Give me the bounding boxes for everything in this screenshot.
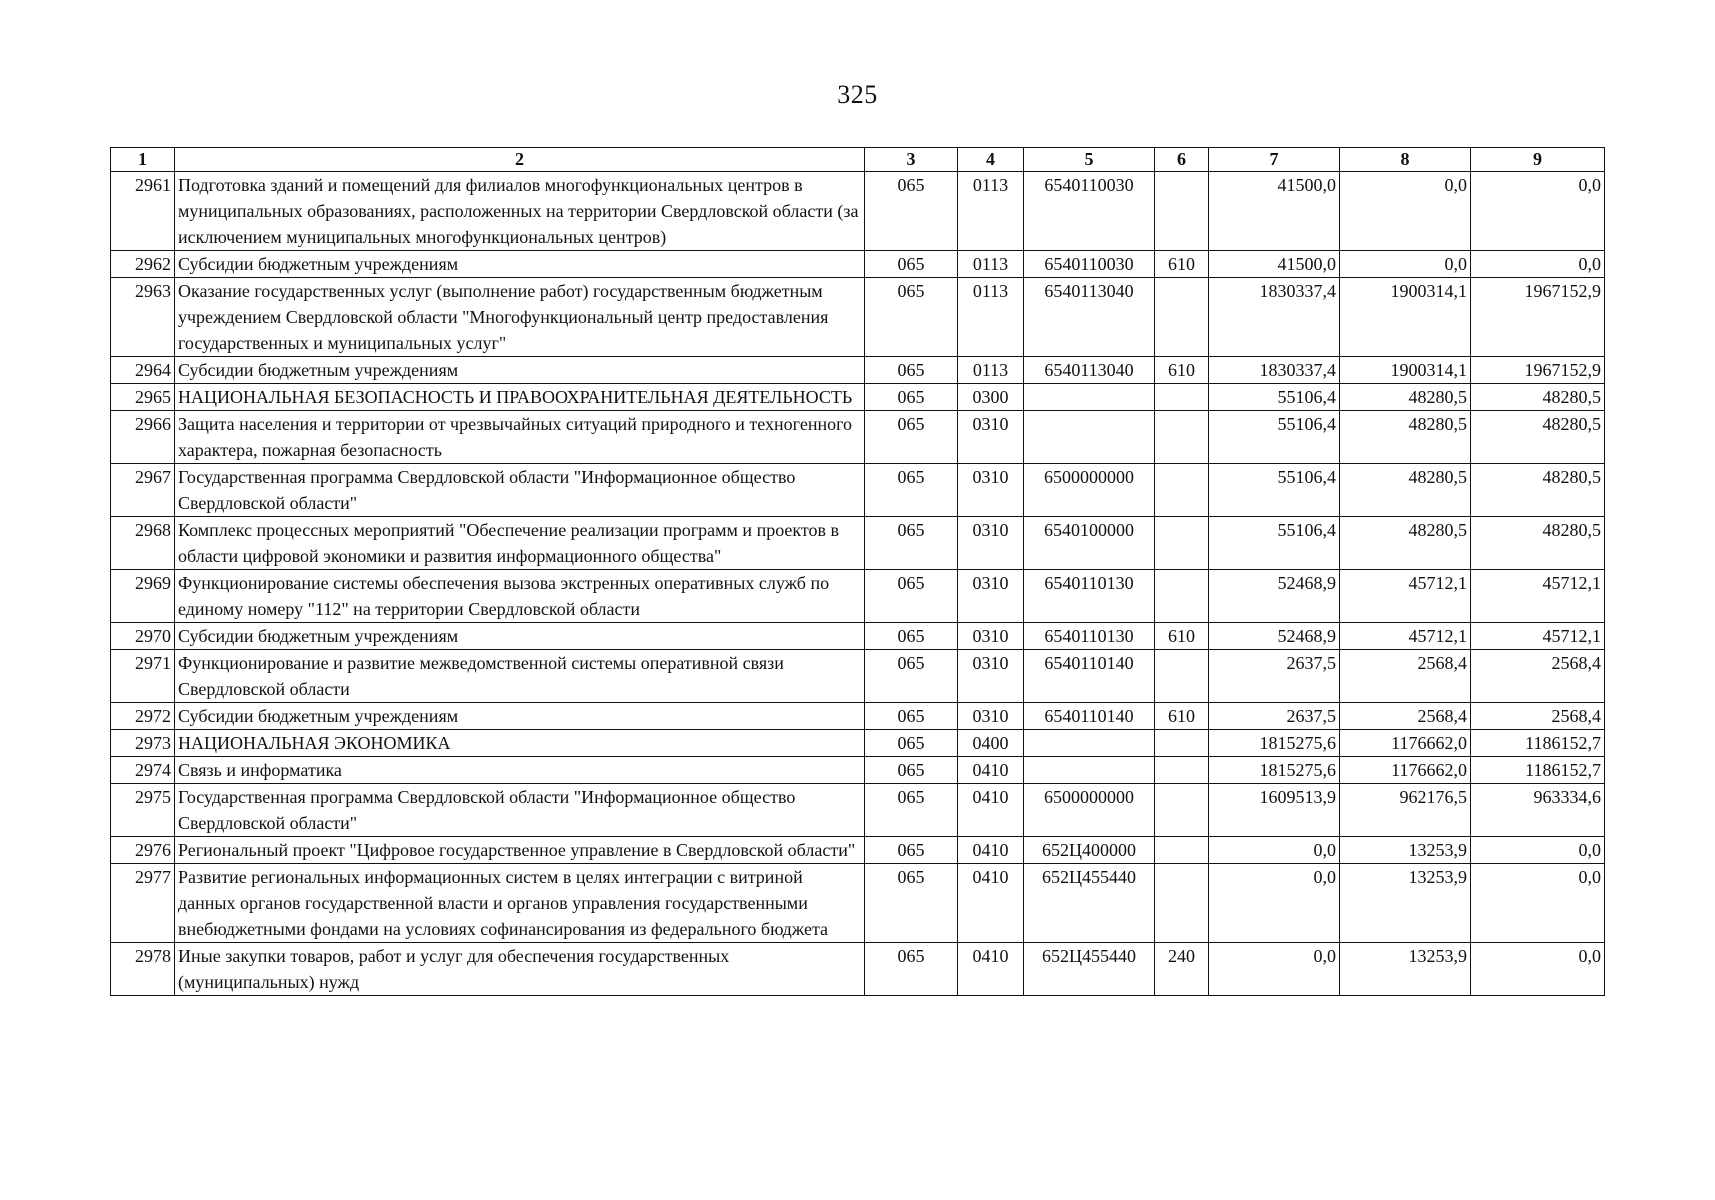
code-3-cell: 065: [865, 837, 958, 864]
code-3-cell: 065: [865, 278, 958, 357]
amount-8-cell: 13253,9: [1340, 943, 1471, 996]
amount-9-cell: 48280,5: [1471, 411, 1605, 464]
amount-8-cell: 48280,5: [1340, 411, 1471, 464]
code-5-cell: 6540110030: [1024, 251, 1155, 278]
amount-8-cell: 0,0: [1340, 251, 1471, 278]
code-4-cell: 0310: [958, 517, 1024, 570]
code-6-cell: 610: [1155, 251, 1209, 278]
amount-8-cell: 48280,5: [1340, 384, 1471, 411]
budget-table: [110, 147, 1605, 996]
code-4-cell: 0113: [958, 251, 1024, 278]
table-row: [111, 730, 1605, 757]
table-row: [111, 172, 1605, 251]
code-4-cell: 0410: [958, 757, 1024, 784]
table-row: [111, 623, 1605, 650]
code-3-cell: 065: [865, 357, 958, 384]
row-number-cell: 2973: [111, 730, 175, 757]
amount-9-cell: 45712,1: [1471, 623, 1605, 650]
row-number-cell: 2972: [111, 703, 175, 730]
amount-7-cell: 52468,9: [1209, 570, 1340, 623]
header-cell-2: 2: [175, 148, 865, 172]
amount-8-cell: 2568,4: [1340, 703, 1471, 730]
table-row: [111, 784, 1605, 837]
amount-7-cell: 55106,4: [1209, 517, 1340, 570]
table-row: [111, 464, 1605, 517]
code-6-cell: [1155, 570, 1209, 623]
code-6-cell: [1155, 784, 1209, 837]
row-name-cell: Региональный проект "Цифровое государственное управление в Свердловской области": [175, 837, 865, 864]
code-5-cell: 6540113040: [1024, 357, 1155, 384]
row-name-cell: НАЦИОНАЛЬНАЯ БЕЗОПАСНОСТЬ И ПРАВООХРАНИТЕЛЬНАЯ ДЕЯТЕЛЬНОСТЬ: [175, 384, 865, 411]
code-4-cell: 0310: [958, 623, 1024, 650]
code-3-cell: 065: [865, 784, 958, 837]
amount-7-cell: 2637,5: [1209, 650, 1340, 703]
table-row: [111, 278, 1605, 357]
amount-9-cell: 48280,5: [1471, 464, 1605, 517]
header-cell-6: 6: [1155, 148, 1209, 172]
table-header: [111, 148, 1605, 172]
amount-9-cell: 1186152,7: [1471, 730, 1605, 757]
row-number-cell: 2970: [111, 623, 175, 650]
header-cell-7: 7: [1209, 148, 1340, 172]
row-number-cell: 2978: [111, 943, 175, 996]
code-6-cell: [1155, 730, 1209, 757]
code-5-cell: 6540100000: [1024, 517, 1155, 570]
amount-7-cell: 55106,4: [1209, 464, 1340, 517]
code-5-cell: 6540110030: [1024, 172, 1155, 251]
row-number-cell: 2974: [111, 757, 175, 784]
amount-8-cell: 1176662,0: [1340, 730, 1471, 757]
table-row: [111, 357, 1605, 384]
table-row: [111, 650, 1605, 703]
code-6-cell: [1155, 464, 1209, 517]
code-4-cell: 0113: [958, 278, 1024, 357]
row-number-cell: 2961: [111, 172, 175, 251]
code-4-cell: 0410: [958, 943, 1024, 996]
header-cell-8: 8: [1340, 148, 1471, 172]
code-5-cell: 6540110140: [1024, 703, 1155, 730]
amount-7-cell: 0,0: [1209, 837, 1340, 864]
code-4-cell: 0310: [958, 570, 1024, 623]
amount-9-cell: 0,0: [1471, 864, 1605, 943]
row-number-cell: 2976: [111, 837, 175, 864]
row-number-cell: 2964: [111, 357, 175, 384]
row-number-cell: 2968: [111, 517, 175, 570]
row-name-cell: Комплекс процессных мероприятий "Обеспечение реализации программ и проектов в области цифровой экономики и развития информационного общества": [175, 517, 865, 570]
code-3-cell: 065: [865, 570, 958, 623]
table-row: [111, 570, 1605, 623]
code-6-cell: [1155, 278, 1209, 357]
code-3-cell: 065: [865, 703, 958, 730]
code-4-cell: 0410: [958, 837, 1024, 864]
code-5-cell: [1024, 730, 1155, 757]
header-row: [111, 148, 1605, 172]
amount-9-cell: 48280,5: [1471, 517, 1605, 570]
code-6-cell: [1155, 650, 1209, 703]
amount-9-cell: 48280,5: [1471, 384, 1605, 411]
code-5-cell: 6500000000: [1024, 464, 1155, 517]
code-3-cell: 065: [865, 623, 958, 650]
code-4-cell: 0113: [958, 172, 1024, 251]
table-row: [111, 251, 1605, 278]
code-6-cell: [1155, 517, 1209, 570]
row-name-cell: Развитие региональных информационных систем в целях интеграции с витриной данных органов государственной власти и органов управления государственными внебюджетными фондами на условиях софинансирования из федерального бюджета: [175, 864, 865, 943]
code-6-cell: [1155, 757, 1209, 784]
code-6-cell: [1155, 384, 1209, 411]
code-3-cell: 065: [865, 172, 958, 251]
code-6-cell: 240: [1155, 943, 1209, 996]
header-cell-5: 5: [1024, 148, 1155, 172]
amount-7-cell: 55106,4: [1209, 411, 1340, 464]
row-number-cell: 2965: [111, 384, 175, 411]
row-name-cell: Государственная программа Свердловской области "Информационное общество Свердловской области": [175, 464, 865, 517]
code-6-cell: [1155, 837, 1209, 864]
amount-8-cell: 1176662,0: [1340, 757, 1471, 784]
amount-7-cell: 1815275,6: [1209, 757, 1340, 784]
amount-7-cell: 55106,4: [1209, 384, 1340, 411]
row-name-cell: Оказание государственных услуг (выполнение работ) государственным бюджетным учреждением Свердловской области "Многофункциональный центр предоставления государственных и муниципальных услуг": [175, 278, 865, 357]
code-3-cell: 065: [865, 730, 958, 757]
amount-8-cell: 1900314,1: [1340, 357, 1471, 384]
row-name-cell: Субсидии бюджетным учреждениям: [175, 623, 865, 650]
code-5-cell: 6540110130: [1024, 623, 1155, 650]
code-6-cell: [1155, 172, 1209, 251]
code-4-cell: 0410: [958, 784, 1024, 837]
table-row: [111, 384, 1605, 411]
amount-8-cell: 45712,1: [1340, 623, 1471, 650]
row-name-cell: Субсидии бюджетным учреждениям: [175, 703, 865, 730]
code-5-cell: 6540110140: [1024, 650, 1155, 703]
header-cell-1: 1: [111, 148, 175, 172]
code-6-cell: 610: [1155, 357, 1209, 384]
amount-9-cell: 0,0: [1471, 251, 1605, 278]
amount-7-cell: 41500,0: [1209, 251, 1340, 278]
amount-8-cell: 0,0: [1340, 172, 1471, 251]
amount-7-cell: 1830337,4: [1209, 278, 1340, 357]
code-3-cell: 065: [865, 384, 958, 411]
code-5-cell: [1024, 757, 1155, 784]
page-number: 325: [837, 80, 878, 109]
amount-7-cell: 1609513,9: [1209, 784, 1340, 837]
amount-9-cell: 2568,4: [1471, 650, 1605, 703]
amount-7-cell: 1830337,4: [1209, 357, 1340, 384]
code-3-cell: 065: [865, 517, 958, 570]
row-name-cell: Защита населения и территории от чрезвычайных ситуаций природного и техногенного характера, пожарная безопасность: [175, 411, 865, 464]
amount-9-cell: 1967152,9: [1471, 357, 1605, 384]
table-row: [111, 943, 1605, 996]
code-3-cell: 065: [865, 864, 958, 943]
row-name-cell: Связь и информатика: [175, 757, 865, 784]
code-5-cell: 652Ц455440: [1024, 864, 1155, 943]
row-number-cell: 2977: [111, 864, 175, 943]
row-number-cell: 2963: [111, 278, 175, 357]
row-name-cell: НАЦИОНАЛЬНАЯ ЭКОНОМИКА: [175, 730, 865, 757]
code-4-cell: 0113: [958, 357, 1024, 384]
row-number-cell: 2969: [111, 570, 175, 623]
amount-8-cell: 13253,9: [1340, 864, 1471, 943]
code-3-cell: 065: [865, 464, 958, 517]
header-cell-3: 3: [865, 148, 958, 172]
amount-9-cell: 963334,6: [1471, 784, 1605, 837]
code-3-cell: 065: [865, 943, 958, 996]
table-row: [111, 864, 1605, 943]
code-3-cell: 065: [865, 757, 958, 784]
row-number-cell: 2967: [111, 464, 175, 517]
row-number-cell: 2962: [111, 251, 175, 278]
amount-7-cell: 1815275,6: [1209, 730, 1340, 757]
code-3-cell: 065: [865, 650, 958, 703]
amount-9-cell: 45712,1: [1471, 570, 1605, 623]
header-cell-4: 4: [958, 148, 1024, 172]
amount-9-cell: 2568,4: [1471, 703, 1605, 730]
amount-9-cell: 1967152,9: [1471, 278, 1605, 357]
code-4-cell: 0310: [958, 703, 1024, 730]
row-name-cell: Государственная программа Свердловской области "Информационное общество Свердловской области": [175, 784, 865, 837]
row-name-cell: Подготовка зданий и помещений для филиалов многофункциональных центров в муниципальных образованиях, расположенных на территории Свердловской области (за исключением муниципальных многофункциональных центров): [175, 172, 865, 251]
row-number-cell: 2966: [111, 411, 175, 464]
row-number-cell: 2971: [111, 650, 175, 703]
amount-9-cell: 0,0: [1471, 172, 1605, 251]
amount-8-cell: 962176,5: [1340, 784, 1471, 837]
row-name-cell: Субсидии бюджетным учреждениям: [175, 357, 865, 384]
amount-8-cell: 1900314,1: [1340, 278, 1471, 357]
code-4-cell: 0410: [958, 864, 1024, 943]
code-3-cell: 065: [865, 411, 958, 464]
amount-8-cell: 2568,4: [1340, 650, 1471, 703]
amount-9-cell: 1186152,7: [1471, 757, 1605, 784]
amount-7-cell: 41500,0: [1209, 172, 1340, 251]
amount-9-cell: 0,0: [1471, 837, 1605, 864]
row-number-cell: 2975: [111, 784, 175, 837]
row-name-cell: Субсидии бюджетным учреждениям: [175, 251, 865, 278]
code-5-cell: [1024, 411, 1155, 464]
code-6-cell: [1155, 864, 1209, 943]
code-6-cell: 610: [1155, 623, 1209, 650]
code-5-cell: 6540110130: [1024, 570, 1155, 623]
code-4-cell: 0400: [958, 730, 1024, 757]
code-5-cell: [1024, 384, 1155, 411]
row-name-cell: Функционирование и развитие межведомственной системы оперативной связи Свердловской области: [175, 650, 865, 703]
amount-7-cell: 0,0: [1209, 943, 1340, 996]
code-4-cell: 0310: [958, 411, 1024, 464]
table-row: [111, 757, 1605, 784]
table-row: [111, 837, 1605, 864]
amount-9-cell: 0,0: [1471, 943, 1605, 996]
amount-8-cell: 45712,1: [1340, 570, 1471, 623]
code-5-cell: 6540113040: [1024, 278, 1155, 357]
amount-7-cell: 0,0: [1209, 864, 1340, 943]
code-5-cell: 6500000000: [1024, 784, 1155, 837]
code-6-cell: 610: [1155, 703, 1209, 730]
table-row: [111, 517, 1605, 570]
row-name-cell: Иные закупки товаров, работ и услуг для обеспечения государственных (муниципальных) нужд: [175, 943, 865, 996]
code-4-cell: 0310: [958, 650, 1024, 703]
amount-8-cell: 48280,5: [1340, 464, 1471, 517]
amount-8-cell: 48280,5: [1340, 517, 1471, 570]
code-5-cell: 652Ц400000: [1024, 837, 1155, 864]
amount-7-cell: 52468,9: [1209, 623, 1340, 650]
code-3-cell: 065: [865, 251, 958, 278]
code-6-cell: [1155, 411, 1209, 464]
code-4-cell: 0310: [958, 464, 1024, 517]
amount-8-cell: 13253,9: [1340, 837, 1471, 864]
table-row: [111, 703, 1605, 730]
code-5-cell: 652Ц455440: [1024, 943, 1155, 996]
amount-7-cell: 2637,5: [1209, 703, 1340, 730]
table-body: [111, 172, 1605, 996]
header-cell-9: 9: [1471, 148, 1605, 172]
row-name-cell: Функционирование системы обеспечения вызова экстренных оперативных служб по единому номеру "112" на территории Свердловской области: [175, 570, 865, 623]
table-row: [111, 411, 1605, 464]
code-4-cell: 0300: [958, 384, 1024, 411]
